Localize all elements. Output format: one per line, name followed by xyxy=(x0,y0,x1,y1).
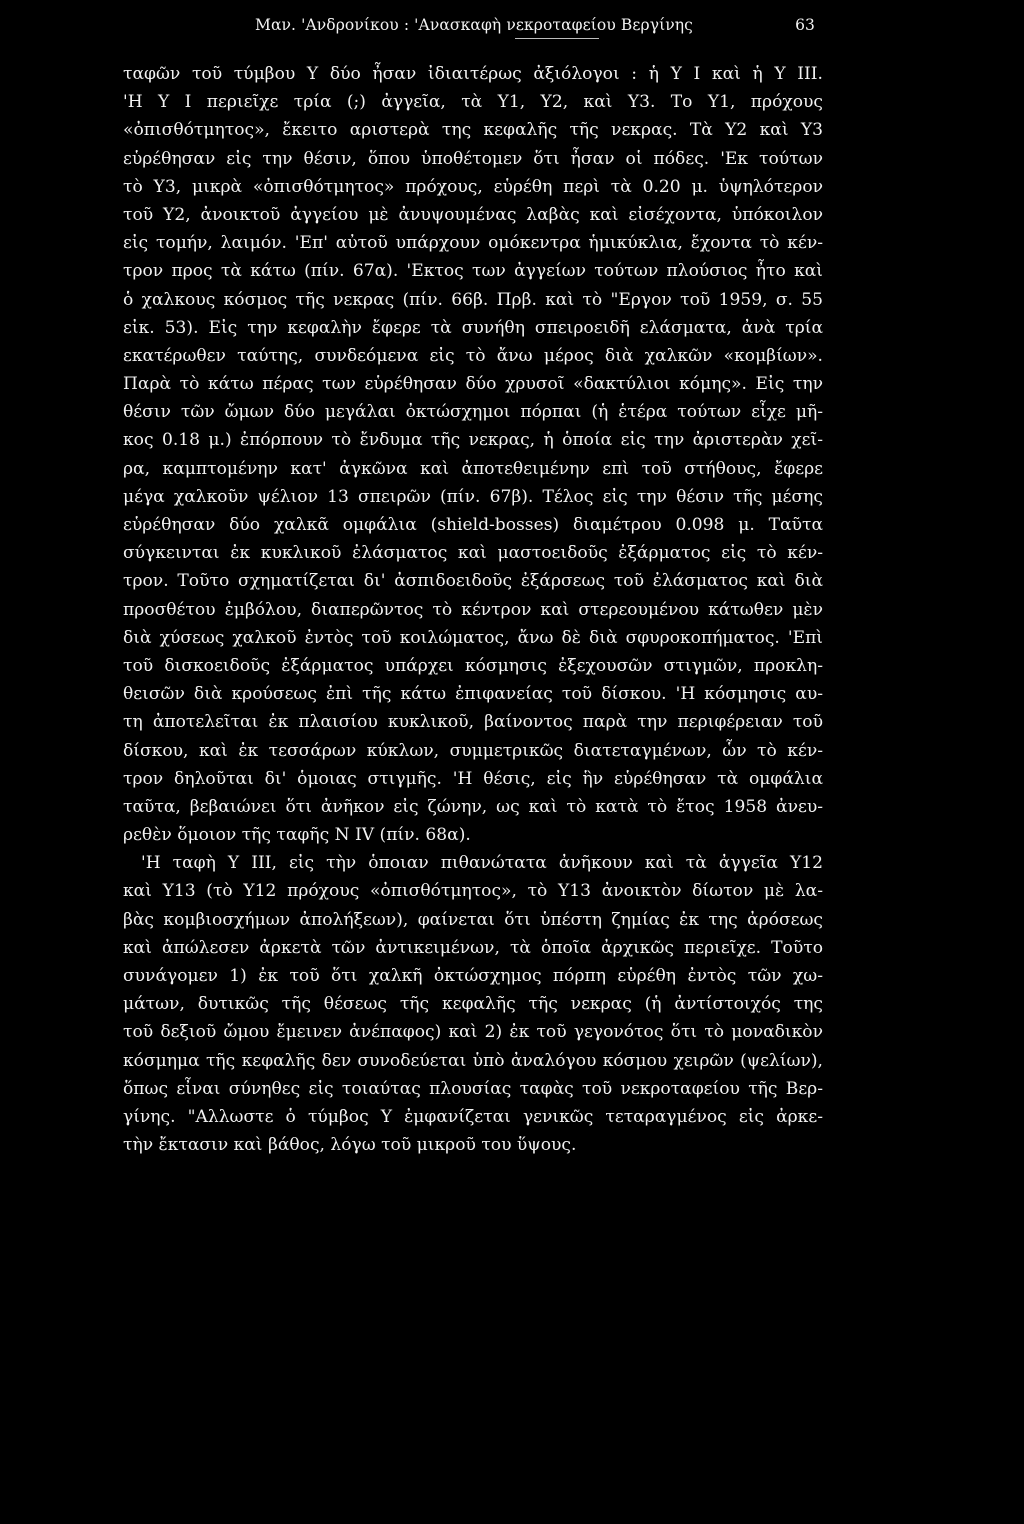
text-line: εκατέρωθεν ταύτης, συνδεόμενα εἰς τὸ ἄνω μέρος διὰ χαλκῶν «κομβίων». xyxy=(123,345,823,366)
text-line: μέγα χαλκοῦν ψέλιον 13 σπειρῶν (πίν. 67β). Τέλος εἰς την θέσιν τῆς μέσης xyxy=(123,486,823,507)
text-line: ὁ χαλκους κόσμος τῆς νεκρας (πίν. 66β. Πρβ. καὶ τὸ "Εργον τοῦ 1959, σ. 55 xyxy=(123,289,823,310)
text-line-paragraph-start: 'Η ταφὴ Υ ΙΙΙ, εἰς τὴν ὁποιαν πιθανώτατα ἀνῆκουν καὶ τὰ ἀγγεῖα Υ12 xyxy=(141,853,823,874)
text-line: θεισῶν διὰ κρούσεως ἐπὶ τῆς κάτω ἐπιφανείας τοῦ δίσκου. 'Η κόσμησις αυ- xyxy=(123,684,823,705)
running-head-title: Μαν. 'Ανδρονίκου : 'Ανασκαφὴ νεκροταφείου Βεργίνης xyxy=(255,16,693,34)
text-line: καὶ Υ13 (τὸ Υ12 πρόχους «ὀπισθότμητος», τὸ Υ13 ἀνοικτὸν δίωτον μὲ λα- xyxy=(123,881,823,902)
text-line: τὸ Υ3, μικρὰ «ὀπισθότμητος» πρόχους, εὑρέθη περὶ τὰ 0.20 μ. ὑψηλότερον xyxy=(123,176,823,197)
running-head xyxy=(255,16,815,38)
text-line: δίσκου, καὶ ἐκ τεσσάρων κύκλων, συμμετρικῶς διατεταγμένων, ὧν τὸ κέν- xyxy=(123,740,823,761)
text-line: προσθέτου ἐμβόλου, διαπερῶντος τὸ κέντρον καὶ στερεουμένου κάτωθεν μὲν xyxy=(123,599,823,620)
page-number: 63 xyxy=(795,16,815,34)
text-line: τοῦ δισκοειδοῦς ἐξάρματος υπάρχει κόσμησις ἐξεχουσῶν στιγμῶν, προκλη- xyxy=(123,655,823,676)
text-line: σύγκεινται ἐκ κυκλικοῦ ἐλάσματος καὶ μαστοειδοῦς ἐξάρματος εἰς τὸ κέν- xyxy=(123,543,823,564)
text-line: τρον προς τὰ κάτω (πίν. 67α). 'Εκτος των ἀγγείων τούτων πλούσιος ἦτο καὶ xyxy=(123,261,823,282)
text-line: διὰ χύσεως χαλκοῦ ἐντὸς τοῦ κοιλώματος, ἄνω δὲ διὰ σφυροκοπήματος. 'Επὶ xyxy=(123,627,823,648)
text-line-paragraph-end: ρεθὲν ὅμοιον τῆς ταφῆς Ν IV (πίν. 68α). xyxy=(123,825,471,846)
text-line: θέσιν τῶν ὤμων δύο μεγάλαι ὀκτώσχημοι πόρπαι (ἡ ἑτέρα τούτων εἶχε μῆ- xyxy=(123,402,823,423)
text-line: κόσμημα τῆς κεφαλῆς δεν συνοδεύεται ὑπὸ ἀναλόγου κόσμου χειρῶν (ψελίων), xyxy=(123,1050,823,1071)
text-line: Παρὰ τὸ κάτω πέρας των εὑρέθησαν δύο χρυσοῖ «δακτύλιοι κόμης». Εἰς την xyxy=(123,374,823,395)
text-line: ὅπως εἶναι σύνηθες εἰς τοιαύτας πλουσίας ταφὰς τοῦ νεκροταφείου τῆς Βερ- xyxy=(123,1078,823,1099)
text-line: τη ἀποτελεῖται ἐκ πλαισίου κυκλικοῦ, βαίνοντος παρὰ την περιφέρειαν τοῦ xyxy=(123,712,823,733)
text-line: συνάγομεν 1) ἐκ τοῦ ὅτι χαλκῆ ὀκτώσχημος πόρπη εὑρέθη ἐντὸς τῶν χω- xyxy=(123,966,823,986)
text-line: βὰς κομβιοσχήμων ἀπολήξεων), φαίνεται ὅτι ὑπέστη ζημίας ἐκ της ἀρόσεως xyxy=(123,909,823,930)
text-line: 'Η Υ I περιεῖχε τρία (;) ἀγγεῖα, τὰ Υ1, Υ2, καὶ Υ3. Το Υ1, πρόχους xyxy=(123,92,823,113)
text-line-paragraph-end: τὴν ἔκτασιν καὶ βάθος, λόγω τοῦ μικροῦ του ὕψους. xyxy=(123,1135,577,1156)
text-line: τοῦ δεξιοῦ ὤμου ἔμεινεν ἀνέπαφος) καὶ 2) ἐκ τοῦ γεγονότος ὅτι τὸ μοναδικὸν xyxy=(123,1022,823,1043)
text-line: τρον. Τοῦτο σχηματίζεται δι' ἀσπιδοειδοῦς ἐξάρσεως τοῦ ἐλάσματος καὶ διὰ xyxy=(123,571,823,592)
text-line: εἰς τομήν, λαιμόν. 'Επ' αὐτοῦ υπάρχουν ομόκεντρα ἡμικύκλια, ἔχοντα τὸ κέν- xyxy=(123,233,823,254)
header-rule xyxy=(515,38,599,39)
text-line: κος 0.18 μ.) ἐπόρπουν τὸ ἔνδυμα τῆς νεκρας, ἡ ὁποία εἰς την ἀριστερὰν χεῖ- xyxy=(123,430,823,451)
text-line: ρα, καμπτομένην κατ' ἀγκῶνα καὶ ἀποτεθειμένην επὶ τοῦ στήθους, ἔφερε xyxy=(123,458,823,479)
text-line: τρον δηλοῦται δι' ὁμοιας στιγμῆς. 'Η θέσις, εἰς ἣν εὑρέθησαν τὰ ομφάλια xyxy=(123,768,823,789)
text-line: καὶ ἀπώλεσεν ἀρκετὰ τῶν ἀντικειμένων, τὰ ὁποῖα ἀρχικῶς περιεῖχε. Τοῦτο xyxy=(123,937,823,958)
text-line: γίνης. "Αλλωστε ὁ τύμβος Υ ἐμφανίζεται γενικῶς τεταραγμένος εἰς ἀρκε- xyxy=(123,1106,823,1127)
text-line: εἰκ. 53). Εἰς την κεφαλὴν ἔφερε τὰ συνήθη σπειροειδῆ ελάσματα, ἀνὰ τρία xyxy=(123,317,823,338)
text-line: εὑρέθησαν δύο χαλκᾶ ομφάλια (shield-bosses) διαμέτρου 0.098 μ. Ταῦτα xyxy=(123,515,823,535)
text-line: μάτων, δυτικῶς τῆς θέσεως τῆς κεφαλῆς τῆς νεκρας (ἡ ἀντίστοιχός της xyxy=(123,994,823,1015)
text-line: τοῦ Υ2, ἀνοικτοῦ ἀγγείου μὲ ἀνυψουμένας λαβὰς καὶ εἰσέχοντα, ὑπόκοιλον xyxy=(123,204,823,225)
text-line: ταφῶν τοῦ τύμβου Υ δύο ἦσαν ἰδιαιτέρως ἀξιόλογοι : ἡ Υ I καὶ ἡ Υ ΙΙΙ. xyxy=(123,64,823,84)
text-line: «ὀπισθότμητος», ἔκειτο αριστερὰ της κεφαλῆς τῆς νεκρας. Τὰ Υ2 καὶ Υ3 xyxy=(123,120,823,141)
body-text xyxy=(123,60,823,1159)
text-line: ταῦτα, βεβαιώνει ὅτι ἀνῆκον εἰς ζώνην, ως καὶ τὸ κατὰ τὸ ἔτος 1958 ἀνευ- xyxy=(123,796,823,817)
text-line: εὑρέθησαν εἰς την θέσιν, ὅπου ὑποθέτομεν ὅτι ἦσαν οἱ πόδες. 'Εκ τούτων xyxy=(123,148,823,169)
